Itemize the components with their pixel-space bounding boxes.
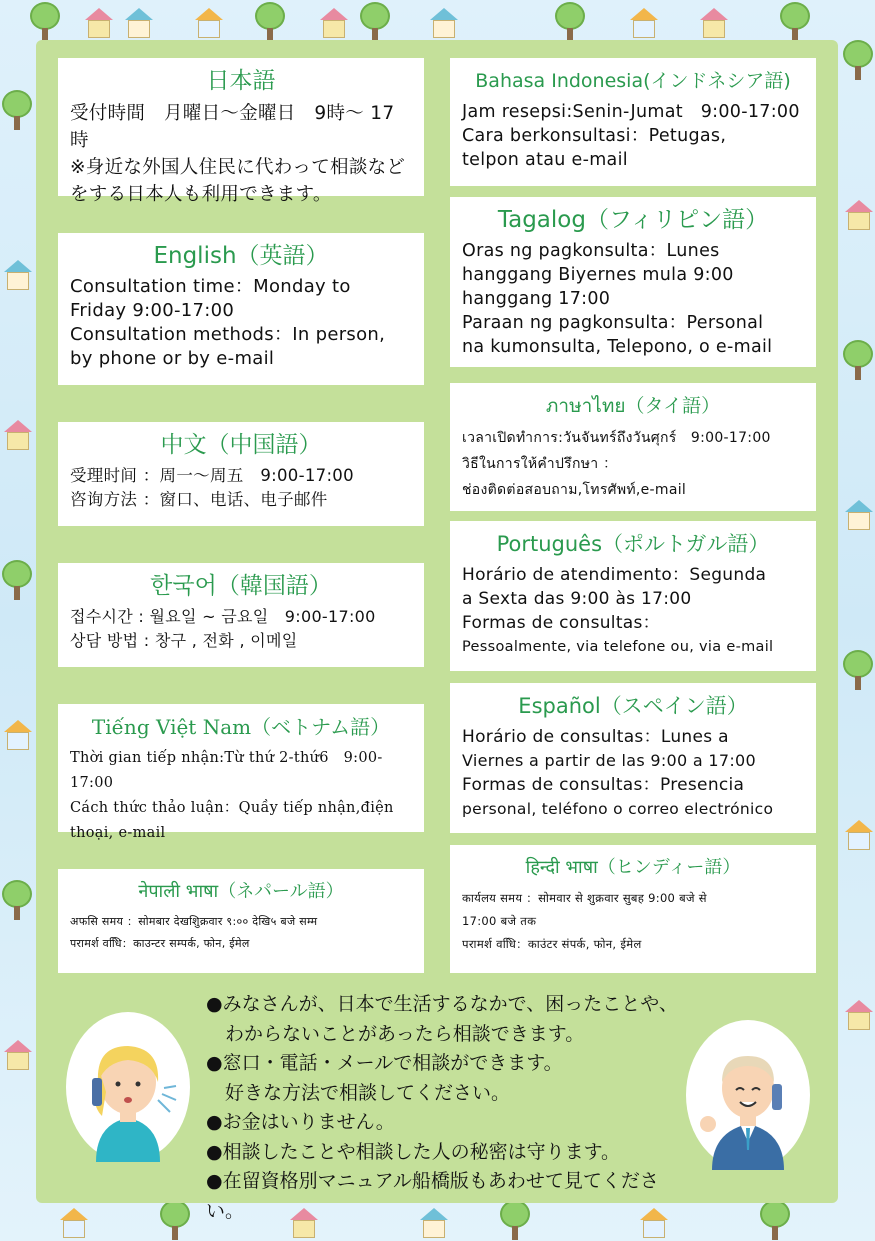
house-icon	[4, 1040, 32, 1070]
card-line: 受理时间 ：周一～周五 9:00-17:00	[70, 466, 354, 485]
man-on-phone-illustration	[686, 1020, 810, 1170]
card-line: Formas de consultas：Presencia	[462, 775, 745, 795]
tree-icon	[760, 1200, 790, 1240]
note-line: 好きな方法で相談してください。	[206, 1081, 511, 1104]
card-nepali	[58, 869, 424, 973]
card-line: Consultation time：Monday to	[70, 276, 351, 297]
card-title: 日本語	[206, 68, 276, 94]
house-icon	[700, 8, 728, 38]
card-title: नेपाली भाषा（ネパール語）	[138, 881, 344, 902]
tree-icon	[843, 650, 873, 690]
house-icon	[845, 200, 873, 230]
tree-icon	[2, 560, 32, 600]
card-line: Viernes a partir de las 9:00 a 17:00	[462, 751, 756, 770]
house-icon	[430, 8, 458, 38]
card-line: วิธีในการให้คำปรึกษา ：	[462, 456, 618, 472]
card-line: Cách thức thảo luận：Quầy tiếp nhận,điện	[70, 800, 394, 816]
card-title: ภาษาไทย（タイ語）	[545, 395, 721, 417]
house-icon	[125, 8, 153, 38]
card-japanese	[58, 58, 424, 205]
card-line: 상담 방법 : 창구 , 전화 , 이메일	[70, 631, 298, 650]
card-line: Oras ng pagkonsulta：Lunes	[462, 241, 720, 261]
house-icon	[4, 720, 32, 750]
card-line: Pessoalmente, via telefone ou, via e-mail	[462, 639, 774, 655]
card-line: Thời gian tiếp nhận:Từ thứ 2-thứ6 9:00-17:00	[70, 750, 383, 791]
tree-icon	[255, 2, 285, 42]
card-line: a Sexta das 9:00 às 17:00	[462, 589, 692, 609]
card-line: परामर्श वधिि：काउंटर संपर्क, फोन, ईमेल	[462, 937, 642, 951]
house-icon	[845, 820, 873, 850]
card-line: Paraan ng pagkonsulta：Personal	[462, 313, 764, 333]
card-line: เวลาเปิดทำการ:วันจันทร์ถึงวันศุกร์ 9:00-17:00	[462, 430, 771, 446]
note-line: わからないことがあったら相談できます。	[206, 1022, 585, 1045]
card-portuguese	[450, 521, 816, 671]
card-spanish	[450, 683, 816, 833]
tree-icon	[2, 90, 32, 130]
card-line: ※身近な外国人住民に代わって相談など	[70, 157, 406, 178]
card-title: Português（ポルトガル語）	[496, 532, 770, 556]
house-icon	[4, 260, 32, 290]
house-icon	[85, 8, 113, 38]
note-line: ●窓口・電話・メールで相談ができます。	[206, 1052, 563, 1074]
house-icon	[60, 1208, 88, 1238]
tree-icon	[30, 2, 60, 42]
card-english	[58, 233, 424, 385]
card-title: Español（スペイン語）	[518, 694, 748, 718]
tree-icon	[843, 340, 873, 380]
tree-icon	[360, 2, 390, 42]
note-line: ●相談したことや相談した人の秘密は守ります。	[206, 1140, 621, 1163]
card-line: Cara berkonsultasi：Petugas,	[462, 126, 727, 146]
card-thai	[450, 383, 816, 511]
card-hindi	[450, 845, 816, 973]
card-line: na kumonsulta, Telepono, o e-mail	[462, 337, 773, 357]
card-vietnamese	[58, 704, 424, 841]
tree-icon	[2, 880, 32, 920]
card-indonesian	[450, 58, 816, 186]
card-korean	[58, 563, 424, 667]
card-line: telpon atau e-mail	[462, 150, 628, 170]
house-icon	[320, 8, 348, 38]
tree-icon	[160, 1200, 190, 1240]
card-line: परामर्श वधिि：काउन्टर सम्पर्क, फोन, ईमेल	[70, 937, 250, 950]
card-line: personal, teléfono o correo electrónico	[462, 800, 774, 818]
note-line: ●在留資格別マニュアル船橋版もあわせて見てください。	[206, 1170, 659, 1222]
card-line: by phone or by e-mail	[70, 348, 275, 369]
card-line: Horário de atendimento：Segunda	[462, 565, 767, 585]
card-tagalog	[450, 197, 816, 367]
card-title: English（英語）	[153, 243, 329, 269]
note-line: ●みなさんが、日本で生活するなかで、困ったことや、	[206, 993, 678, 1015]
house-icon	[4, 420, 32, 450]
card-line: hanggang Biyernes mula 9:00	[462, 265, 734, 285]
card-line: ช่องติดต่อสอบถาม,โทรศัพท์,e-mail	[462, 482, 687, 498]
house-icon	[630, 8, 658, 38]
card-title: Tagalog（フィリピン語）	[497, 207, 769, 233]
house-icon	[195, 8, 223, 38]
card-line: कार्यलय समय ：सोमवार से शुक्रवार सुबह 9:00 बजे से	[462, 891, 707, 905]
card-title: 中文（中国語）	[160, 432, 322, 458]
card-line: 접수시간 : 월요일 ~ 금요일 9:00-17:00	[70, 607, 376, 626]
card-line: अफसि समय ：सोमबार देखशिुक्रवार ९:०० देखि५ बजे सम्म	[70, 915, 318, 928]
house-icon	[845, 500, 873, 530]
card-line: Consultation methods：In person,	[70, 324, 386, 345]
card-title: Bahasa Indonesia(インドネシア語)	[475, 70, 791, 92]
card-line: hanggang 17:00	[462, 289, 611, 309]
card-line: Jam resepsi:Senin-Jumat 9:00-17:00	[462, 102, 800, 122]
tree-icon	[780, 2, 810, 42]
card-line: をする日本人も利用できます。	[70, 184, 332, 205]
note-line: ●お金はいりません。	[206, 1111, 395, 1133]
card-line: 受付時間 月曜日～金曜日 9時～ 17 時	[70, 103, 395, 151]
card-line: Horário de consultas：Lunes a	[462, 727, 729, 747]
house-icon	[845, 1000, 873, 1030]
card-line: thoại, e-mail	[70, 825, 166, 841]
notes-list	[206, 990, 686, 1226]
woman-on-phone-illustration	[66, 1012, 190, 1162]
tree-icon	[555, 2, 585, 42]
card-title: 한국어（韓国語）	[150, 573, 332, 599]
card-line: Formas de consultas：	[462, 613, 660, 633]
tree-icon	[843, 40, 873, 80]
card-title: Tiếng Việt Nam（ベトナム語）	[91, 715, 391, 739]
card-chinese	[58, 422, 424, 526]
card-line: 咨询方法 ：窗口、电话、电子邮件	[70, 490, 328, 509]
card-title: हिन्दी भाषा（ヒンディー語）	[525, 857, 741, 878]
card-line: Friday 9:00-17:00	[70, 300, 235, 321]
card-line: 17:00 बजे तक	[462, 914, 537, 928]
